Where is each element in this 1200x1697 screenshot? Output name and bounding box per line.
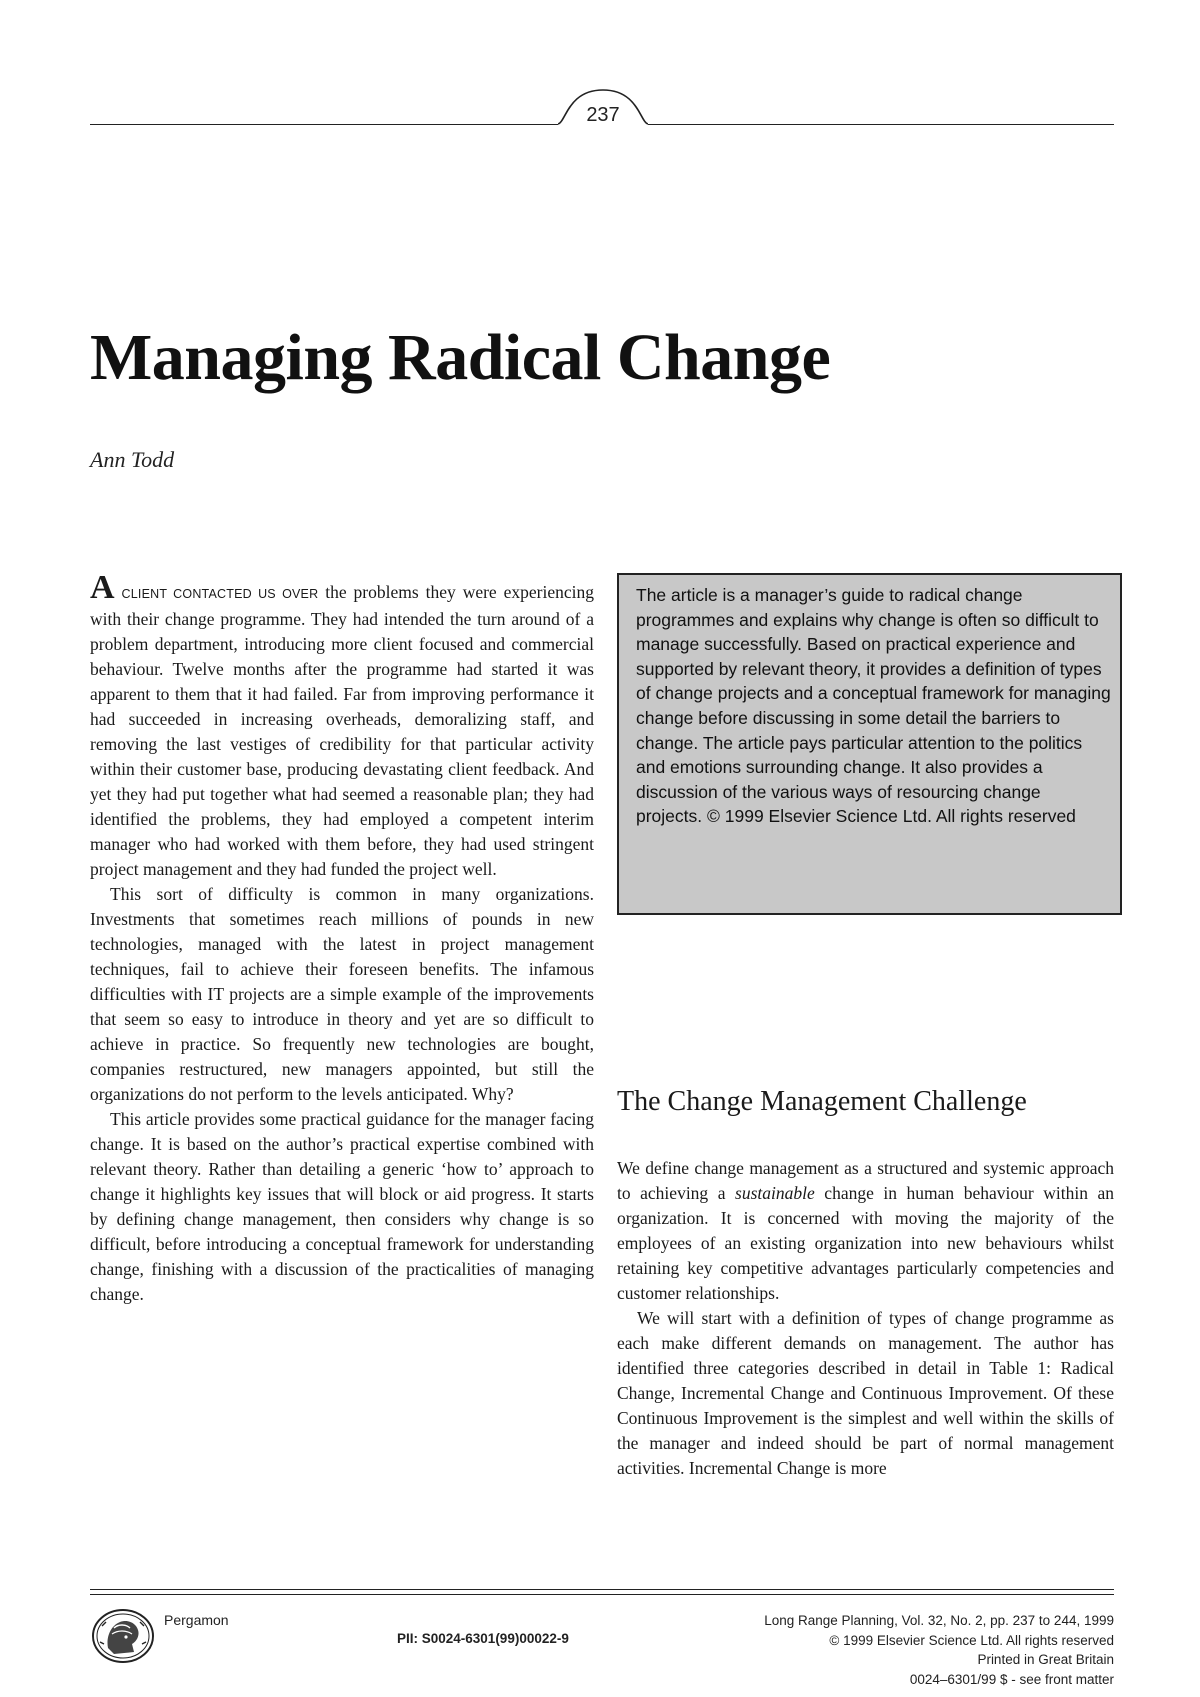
section-heading: The Change Management Challenge: [617, 1086, 1027, 1117]
body-paragraph: [90, 569, 595, 882]
body-paragraph: [617, 1156, 1114, 1306]
publisher-name: Pergamon: [164, 1612, 229, 1628]
body-paragraph: We will start with a definition of types of change programme as each make different demands on management. The author has identified three categories described in detail in Table 1: Radical Change, Incremental Change and Continuous Improvement. Of these Continuous Improvement is the simplest and well within the skills of the manager and indeed should be part of normal management activities. Incremental Change is more: [617, 1308, 1114, 1478]
body-paragraph: This sort of difficulty is common in many organizations. Investments that sometimes reach millions of pounds in new technologies, managed with the latest in project management techniques, fail to achieve their foreseen benefits. The infamous difficulties with IT projects are a simple example of the improvements that seem so easy to introduce in theory and yet are so difficult to achieve in practice. So frequently new technologies are bought, companies restructured, new managers appointed, but still the organizations do not perform to the levels anticipated. Why?: [90, 884, 594, 1104]
body-column-left: [90, 569, 595, 1307]
emphasis-text: sustainable: [735, 1183, 815, 1203]
drop-cap: A: [90, 569, 115, 606]
footer-rule: [90, 1594, 1114, 1595]
pii-identifier: PII: S0024-6301(99)00022-9: [397, 1631, 569, 1646]
body-paragraph: This article provides some practical guidance for the manager facing change. It is based on the author’s practical expertise combined with relevant theory. Rather than detailing a generic ‘how to’ approach to change it highlights key issues that will block or aid progress. It starts by defining change management, then considers why change is so difficult, before introducing a conceptual framework for understanding change, finishing with a discussion of the practicalities of managing change.: [90, 1109, 594, 1304]
abstract-box: [617, 573, 1122, 915]
lead-in-smallcaps: CLIENT CONTACTED US OVER: [121, 587, 319, 601]
paragraph-text: change in human behaviour within an organization. It is concerned with moving the majority of the employees of an existing organization into new behaviours whilst retaining key competitive advantages particularly competencies and customer relationships.: [617, 1183, 1115, 1303]
paragraph-text: the problems they were experiencing with their change programme. They had intended the turn around of a problem department, introducing more client focused and commercial behaviour. Twelve months after the programme had started it was apparent to them that it had failed. Far from improving performance it had succeeded in increasing overheads, demoralizing staff, and removing the last vestiges of credibility for that particular activity within their customer base, producing devastating client feedback. And yet they had put together what had seemed a reasonable plan; they had identified the problems, they had employed a competent interim manager who had worked with them before, they had used stringent project management and they had funded the project well.: [90, 582, 595, 879]
citation-printed: Printed in Great Britain: [977, 1652, 1114, 1667]
page-number: 237: [586, 104, 620, 126]
paragraph-text: We define change management as a structured and systemic approach to achieving a: [617, 1158, 1114, 1203]
citation-block: [764, 1611, 1114, 1689]
citation-journal: Long Range Planning, Vol. 32, No. 2, pp. 237 to 244, 1999: [764, 1613, 1114, 1628]
citation-issn: 0024–6301/99 $ - see front matter: [909, 1671, 1114, 1687]
pergamon-logo-icon: [90, 1608, 156, 1664]
footer-rule: [90, 1589, 1114, 1590]
citation-copyright: © 1999 Elsevier Science Ltd. All rights reserved: [829, 1632, 1114, 1648]
article-author: Ann Todd: [90, 447, 175, 472]
abstract-text: The article is a manager’s guide to radical change programmes and explains why change is often so difficult to manage successfully. Based on practical experience and supported by relevant theory, it provides a definition of types of change projects and a conceptual framework for managing change before discussing in some detail the barriers to change. The article pays particular attention to the politics and emotions surrounding change. It also provides a discussion of the various ways of resourcing change projects. © 1999 Elsevier Science Ltd. All rights reserved: [636, 585, 1111, 827]
article-title: Managing Radical Change: [90, 321, 831, 394]
body-column-right: [617, 1156, 1114, 1481]
